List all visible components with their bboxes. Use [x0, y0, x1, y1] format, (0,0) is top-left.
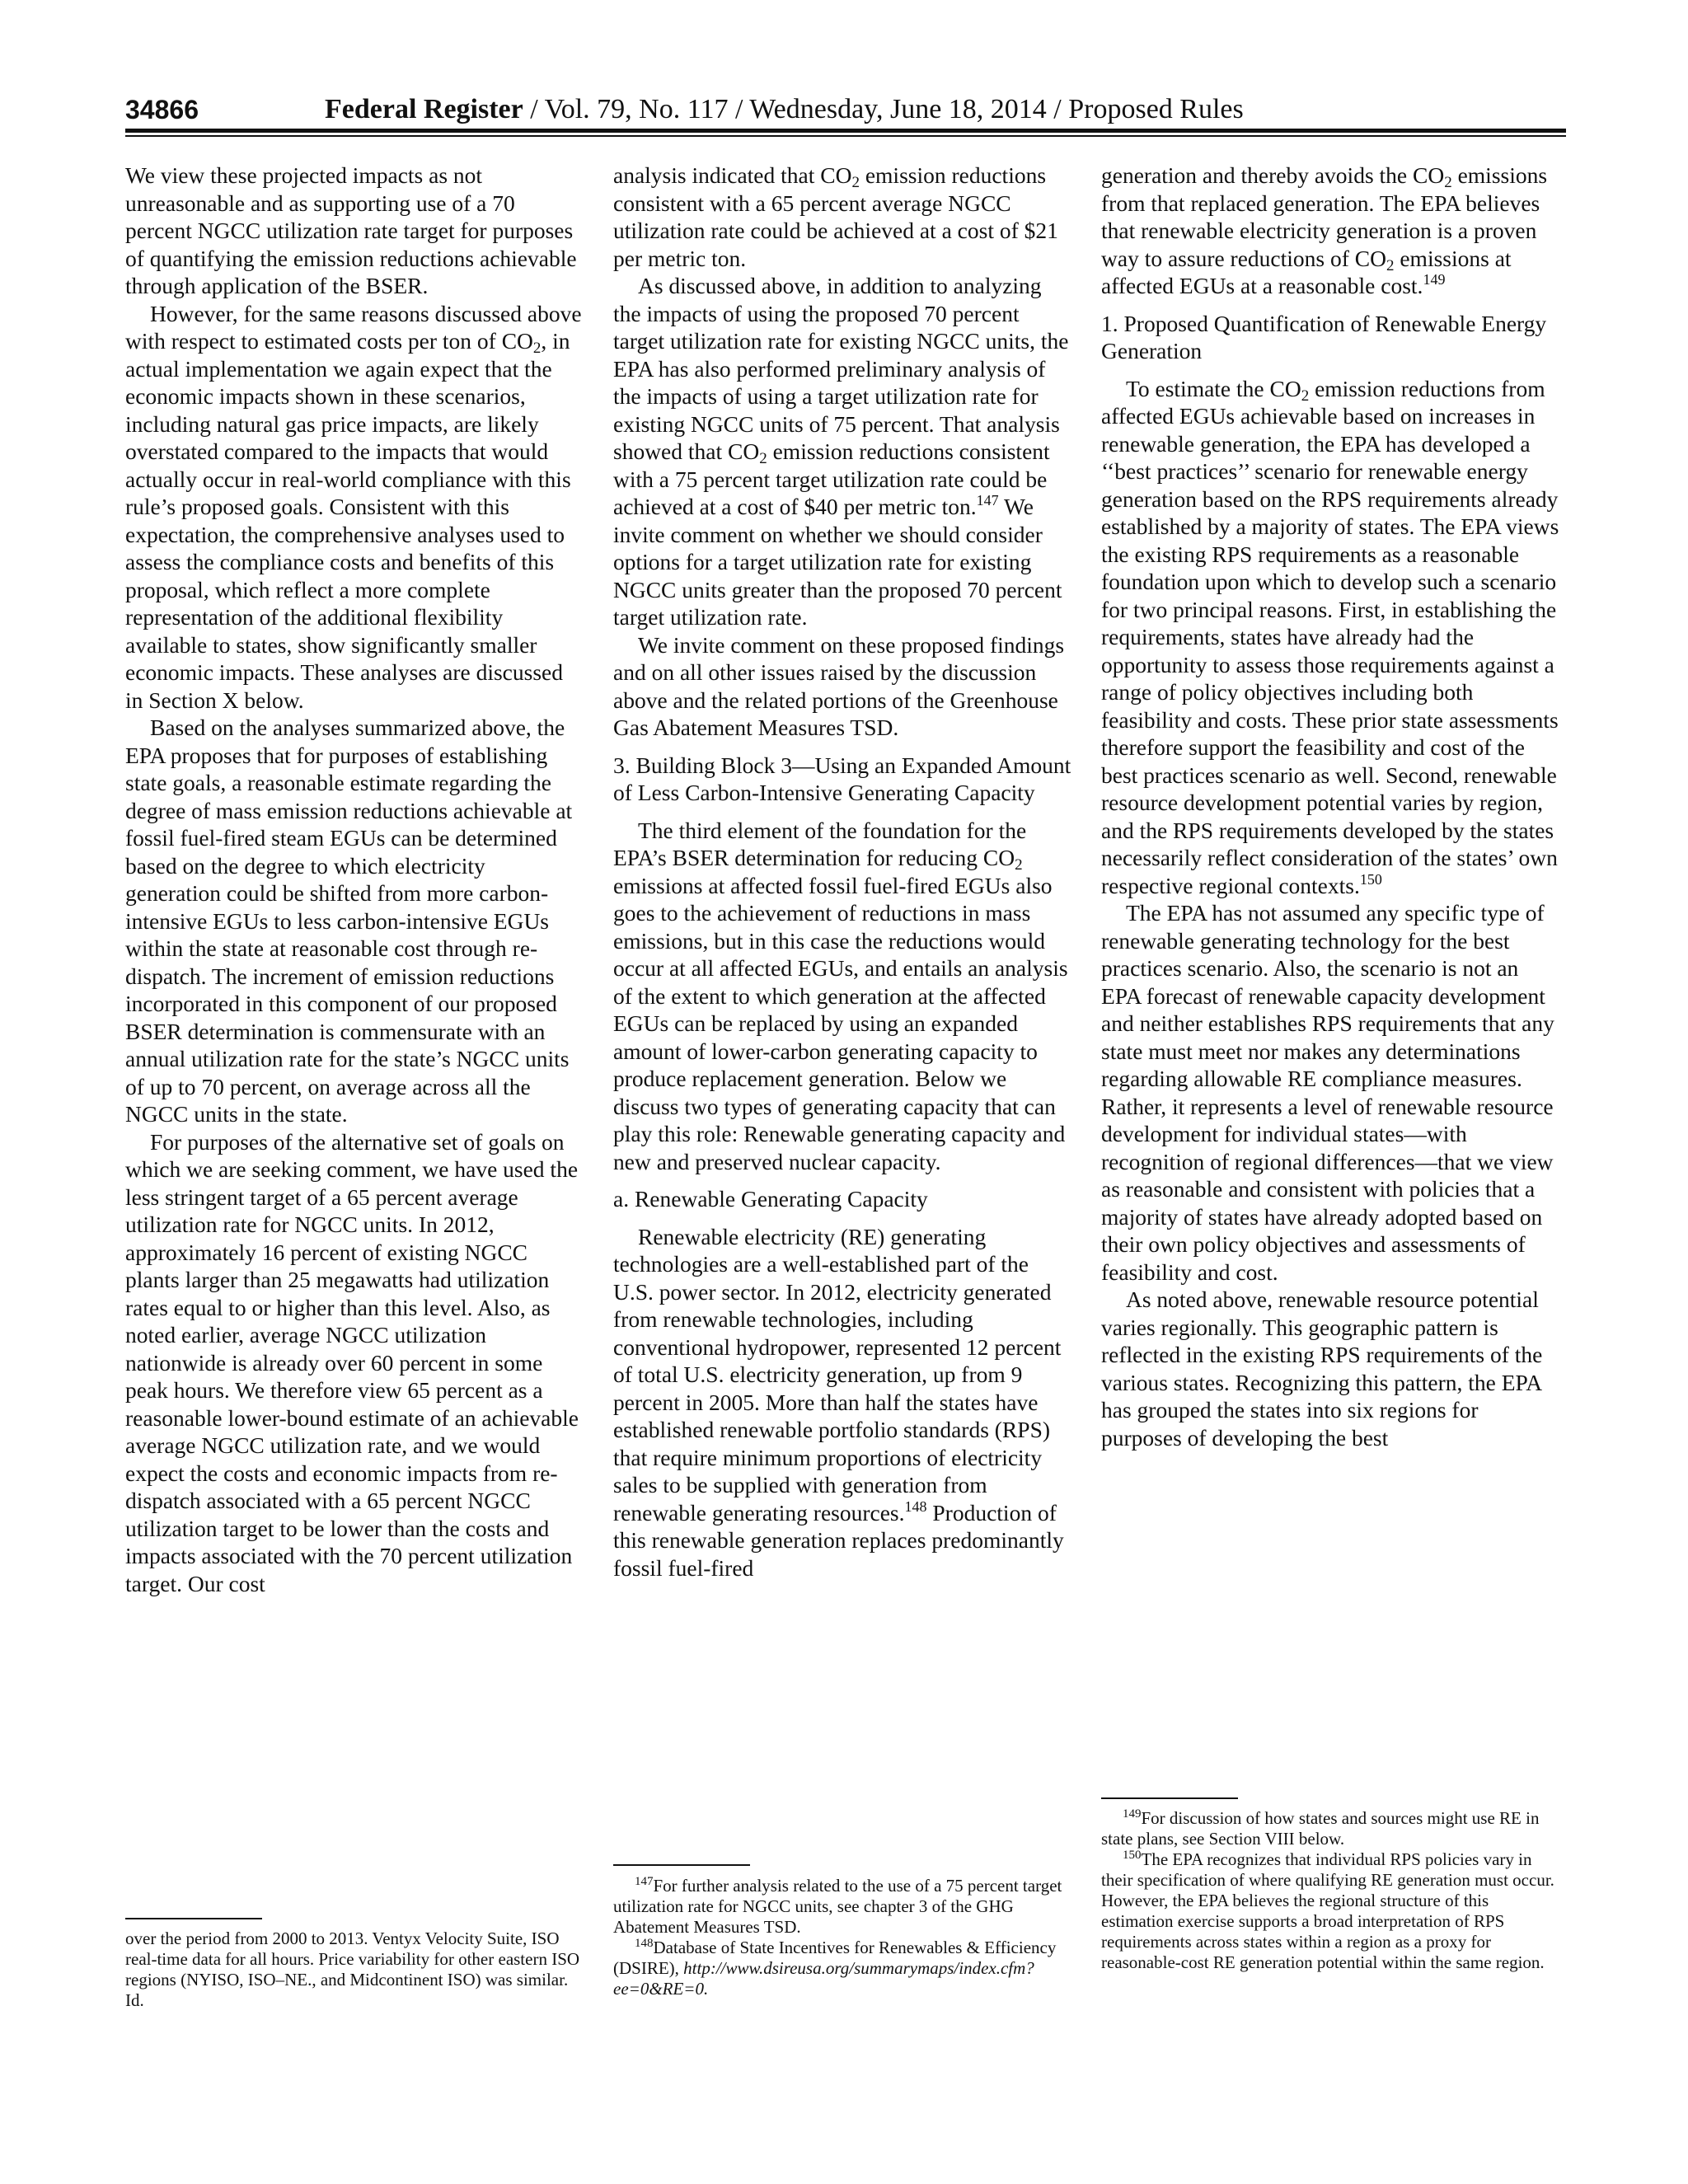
- footnotes-column-1: [125, 1929, 584, 2011]
- running-title: [325, 89, 1244, 130]
- section-heading: 1. Proposed Quantification of Renewable Energy Generation: [1101, 310, 1547, 363]
- paragraph: We invite comment on these proposed findings and on all other issues raised by the discussion above and the related portions of the Greenhouse Gas Abatement Measures TSD.: [613, 631, 1065, 740]
- issue-info: / Vol. 79, No. 117 / Wednesday, June 18, 2014 / Proposed Rules: [523, 94, 1244, 124]
- column-1: [125, 162, 584, 1597]
- paragraph: To estimate the $CO_2$ emission reductions from affected EGUs achievable based on increases in renewable generation, the EPA has developed a ‘‘best practices’’ scenario for renewable energy generation based on the RPS requirements already established by a majority of states. The EPA views the existing RPS requirements as a reasonable foundation upon which to develop such a scenario for two principal reasons. First, in establishing the requirements, states have already had the opportunity to assess those requirements against a range of policy objectives including both feasibility and costs. These prior state assessments therefore support the feasibility and cost of the best practices scenario as well. Second, renewable resource development potential varies by region, and the RPS requirements developed by the states necessarily reflect consideration of the states’ own respective regional contexts.$^{150}$: [1101, 375, 1559, 898]
- paragraph: The third element of the foundation for the EPA’s BSER determination for reducing $CO_2$ emissions at affected fossil fuel-fired EGUs also goes to the achievement of reductions in mass emissions, but in this case the reductions would occur at all affected EGUs, and entails an analysis of the extent to which generation at the affected EGUs can be replaced by using an expanded amount of lower-carbon generating capacity to produce replacement generation. Below we discuss two types of generating capacity that can play this role: Renewable generating capacity and new and preserved nuclear capacity.: [613, 817, 1068, 1174]
- footnotes-column-2: [613, 1876, 1071, 1999]
- paragraph: Based on the analyses summarized above, the EPA proposes that for purposes of establishing state goals, a reasonable estimate regarding the degree of mass emission reductions achievable at fossil fuel-fired steam EGUs can be determined based on the degree to which electricity generation could be shifted from more carbon-intensive EGUs to less carbon-intensive EGUs within the state at reasonable cost through re-dispatch. The increment of emission reductions incorporated in this component of our proposed BSER determination is commensurate with an annual utilization rate for the state’s NGCC units of up to 70 percent, on average across all the NGCC units in the state.: [125, 715, 573, 1127]
- paragraph: However, for the same reasons discussed above with respect to estimated costs per ton of $CO_2$, in actual implementation we again expect that the economic impacts shown in these scenarios, including natural gas price impacts, are likely overstated compared to the impacts that would actually occur in real-world compliance with this rule’s proposed goals. Consistent with this expectation, the comprehensive analyses used to assess the compliance costs and benefits of this proposal, which reflect a more complete representation of the additional flexibility available to states, show significantly smaller economic impacts. These analyses are discussed in Section X below.: [125, 300, 582, 713]
- publication-name: Federal Register: [325, 94, 523, 124]
- footnote-ref: 150: [1359, 870, 1382, 888]
- footnote-rule: [613, 1864, 750, 1866]
- column-2: [613, 162, 1071, 1582]
- paragraph: generation and thereby avoids the $CO_2$ emissions from that replaced generation. The EPA believes that renewable electricity generation is a proven way to assure reductions of $CO_2$ emissions at affected EGUs at a reasonable cost.$^{149}$: [1101, 162, 1548, 298]
- footnote-url: http://www.dsireusa.org/summarymaps/index.cfm?ee=0&RE=0.: [613, 1958, 1034, 1999]
- subsection-heading: a. Renewable Generating Capacity: [613, 1186, 928, 1212]
- paragraph: For purposes of the alternative set of goals on which we are seeking comment, we have used the less stringent target of a 65 percent average utilization rate for NGCC units. In 2012, approximately 16 percent of existing NGCC plants larger than 25 megawatts had utilization rates equal to or higher than this level. Also, as noted earlier, average NGCC utilization nationwide is already over 60 percent in some peak hours. We therefore view 65 percent as a reasonable lower-bound estimate of an achievable average NGCC utilization rate, and we would expect the costs and economic impacts from re-dispatch associated with a 65 percent NGCC utilization target to be lower than the costs and impacts associated with the 70 percent utilization target. Our cost: [125, 1128, 579, 1596]
- footnotes-column-3: [1101, 1808, 1559, 1973]
- paragraph: The EPA has not assumed any specific type of renewable generating technology for the best practices scenario. Also, the scenario is not an EPA forecast of renewable capacity development and neither establishes RPS requirements that any state must meet nor makes any determinations regarding allowable RE compliance measures. Rather, it represents a level of renewable resource development for individual states—with recognition of regional differences—that we view as reasonable and consistent with policies that a majority of states have already adopted based on their own policy objectives and assessments of feasibility and cost.: [1101, 900, 1554, 1285]
- column-3: [1101, 162, 1559, 1451]
- page-number: 34866: [125, 95, 199, 124]
- footnote-148: $^{148}$Database of State Incentives for Renewables & Efficiency (DSIRE), http://www.dsireusa.org/summarymaps/index.cfm?ee=0&RE=0.: [613, 1937, 1057, 1999]
- footnote: over the period from 2000 to 2013. Ventyx Velocity Suite, ISO real-time data for all hours. Price variability for other eastern ISO regions (NYISO, ISO–NE., and Midcontinent ISO) was similar. Id.: [125, 1929, 580, 2010]
- paragraph: As discussed above, in addition to analyzing the impacts of using the proposed 70 percent target utilization rate for existing NGCC units, the EPA has also performed preliminary analysis of the impacts of using a target utilization rate for existing NGCC units of 75 percent. That analysis showed that $CO_2$ emission reductions consistent with a 75 percent target utilization rate could be achieved at a cost of $40 per metric ton.$^{147}$ We invite comment on whether we should consider options for a target utilization rate for existing NGCC units greater than the proposed 70 percent target utilization rate.: [613, 273, 1069, 630]
- header-rule-thin: [125, 135, 1566, 137]
- paragraph: analysis indicated that $CO_2$ emission reductions consistent with a 65 percent average NGCC utilization rate could be achieved at a cost of $21 per metric ton.: [613, 162, 1058, 271]
- footnote-147: $^{147}$For further analysis related to the use of a 75 percent target utilization rate for NGCC units, see chapter 3 of the GHG Abatement Measures TSD.: [613, 1875, 1062, 1937]
- footnote-rule: [1101, 1797, 1238, 1799]
- paragraph: We view these projected impacts as not unreasonable and as supporting use of a 70 percent NGCC utilization rate target for purposes of quantifying the emission reductions achievable through application of the BSER.: [125, 162, 577, 298]
- section-heading: 3. Building Block 3—Using an Expanded Amount of Less Carbon-Intensive Generating Capacity: [613, 752, 1071, 805]
- header-rule-thick: [125, 129, 1566, 133]
- footnote-149: $^{149}$For discussion of how states and sources might use RE in state plans, see Section VIII below.: [1101, 1807, 1540, 1849]
- footnote-ref: 149: [1423, 271, 1446, 288]
- paragraph: Renewable electricity (RE) generating technologies are a well-established part of the U.S. power sector. In 2012, electricity generated from renewable technologies, including conventional hydropower, represented 12 percent of total U.S. electricity generation, up from 9 percent in 2005. More than half the states have established renewable portfolio standards (RPS) that require minimum proportions of electricity sales to be supplied with generation from renewable generating resources.$^{148}$ Production of this renewable generation replaces predominantly fossil fuel-fired: [613, 1223, 1064, 1581]
- footnote-ref: 147: [976, 492, 999, 509]
- footnote-150: $^{150}$The EPA recognizes that individual RPS policies vary in their specification of where qualifying RE generation must occur. However, the EPA believes the regional structure of this estimation exercise supports a broad interpretation of RPS requirements across states within a region as a proxy for reasonable-cost RE generation potential within the same region.: [1101, 1849, 1554, 1972]
- running-header: [125, 89, 1566, 130]
- footnote-rule: [125, 1918, 262, 1919]
- footnote-ref: 148: [904, 1497, 927, 1515]
- paragraph: As noted above, renewable resource potential varies regionally. This geographic pattern is reflected in the existing RPS requirements of the various states. Recognizing this pattern, the EPA has grouped the states into six regions for purposes of developing the best: [1101, 1286, 1543, 1451]
